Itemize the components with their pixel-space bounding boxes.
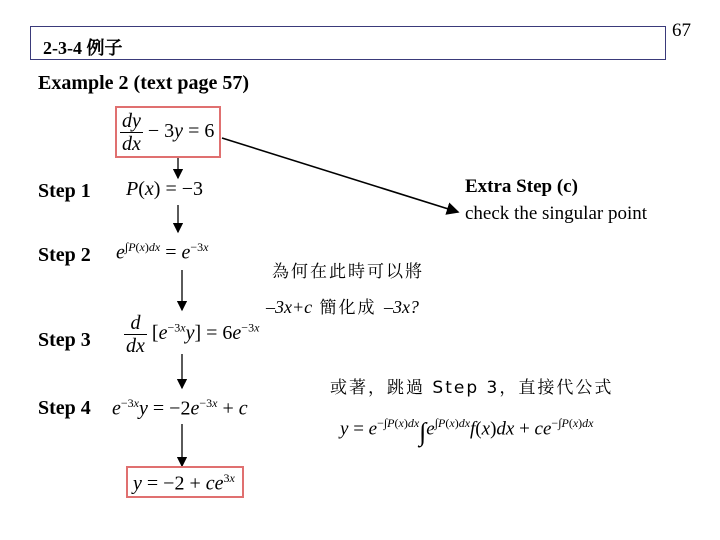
general-formula: $y = e^{-\int P(x)dx}\int e^{\int P(x)dx}f(x)dx + ce^{-\int P(x)dx}$ bbox=[340, 416, 594, 447]
result-equation: $y = -2 + ce^{3x}$ bbox=[126, 466, 244, 498]
arrow-to-extra-step bbox=[222, 138, 458, 212]
question-line-1: 為何在此時可以將 bbox=[272, 262, 424, 282]
question-mid-text: 簡化成 bbox=[312, 298, 384, 318]
step-1-label: Step 1 bbox=[38, 180, 91, 202]
page-number: 67 bbox=[672, 20, 691, 41]
question-line-2 bbox=[266, 293, 419, 318]
extra-step-title: Extra Step (c) bbox=[465, 176, 578, 197]
slide-title: 2-3-4 例子 bbox=[43, 38, 123, 58]
step1-equation: P(x) = −3 bbox=[126, 178, 203, 200]
step-2-label: Step 2 bbox=[38, 244, 91, 266]
alternative-note: 或著，跳過 Step 3，直接代公式 bbox=[330, 378, 614, 398]
question-expr: –3x+c bbox=[266, 297, 313, 317]
step2-equation: $e^{\int P(x)dx} = e^{-3x}$ bbox=[116, 240, 209, 264]
extra-step-body: check the singular point bbox=[465, 203, 648, 224]
step-3-label: Step 3 bbox=[38, 329, 91, 351]
example-heading: Example 2 (text page 57) bbox=[38, 72, 250, 94]
step4-equation: $e^{-3x}y = -2e^{-3x} + c$ bbox=[112, 396, 248, 420]
ode-equation: $\frac{dy}{dx}$ − 3y = 6 bbox=[115, 106, 221, 158]
question-result-expr: –3x? bbox=[383, 297, 419, 317]
step3-equation: $\frac{d}{dx}$ $[e^{-3x}y] = 6e^{-3x}$ bbox=[126, 312, 260, 357]
step-4-label: Step 4 bbox=[38, 397, 91, 419]
